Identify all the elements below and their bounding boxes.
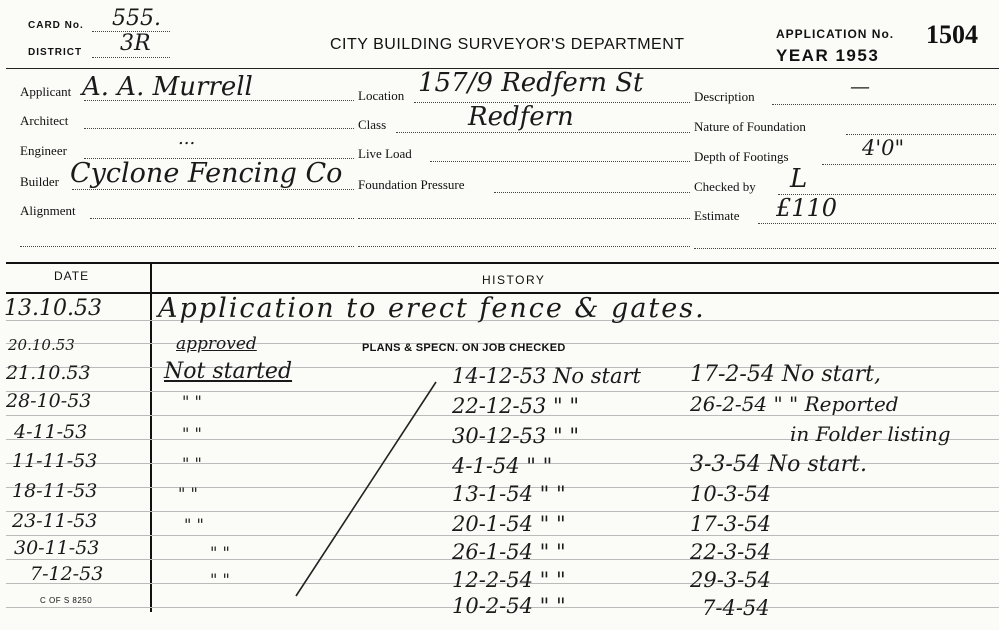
history-entry: Not started: [164, 359, 293, 384]
history-entry: 4-1-54 " ": [452, 454, 553, 478]
class-value: Redfern: [468, 102, 574, 132]
history-entry: 22-12-53 " ": [452, 394, 580, 418]
history-header: HISTORY: [482, 273, 546, 287]
department-title: CITY BUILDING SURVEYOR'S DEPARTMENT: [330, 36, 685, 53]
description-value: —: [850, 74, 870, 98]
history-entry: 12-2-54 " ": [452, 568, 566, 592]
card-no-value: 555.: [112, 6, 161, 31]
row-date: 20.10.53: [8, 336, 75, 354]
history-entry: 7-4-54: [702, 596, 770, 620]
row-date: 30-11-53: [14, 537, 100, 559]
district-label: DISTRICT: [28, 47, 83, 58]
card-form-number: C OF S 8250: [40, 596, 93, 605]
live-load-label: Live Load: [358, 146, 412, 161]
date-header: DATE: [54, 269, 90, 283]
history-entry: 26-1-54 " ": [452, 540, 566, 564]
row-date: 23-11-53: [12, 510, 98, 532]
row-date: 18-11-53: [12, 480, 98, 502]
history-entry: 22-3-54: [690, 540, 771, 564]
history-entry: " ": [210, 570, 230, 589]
history-entry: " ": [184, 515, 204, 534]
row-date: 7-12-53: [30, 563, 104, 585]
row-date: 13.10.53: [4, 296, 102, 321]
applicant-value: A. A. Murrell: [82, 72, 253, 102]
history-entry: 17-2-54 No start,: [690, 362, 881, 387]
row-date: 28-10-53: [6, 390, 92, 412]
application-label: APPLICATION No.: [776, 27, 895, 41]
history-entry: 20-1-54 " ": [452, 512, 566, 536]
year-label: YEAR 1953: [776, 46, 880, 65]
nature-of-foundation-label: Nature of Foundation: [694, 119, 806, 134]
history-entry: 17-3-54: [690, 512, 771, 536]
application-number: 1504: [926, 20, 978, 49]
checked-value: L: [790, 164, 808, 194]
estimate-value: £110: [776, 194, 838, 222]
checked-by-label: Checked by: [694, 179, 756, 194]
district-value: 3R: [120, 31, 151, 56]
history-entry: " ": [210, 543, 230, 562]
location-value: 157/9 Redfern St: [418, 68, 644, 98]
foundation-pressure-label: Foundation Pressure: [358, 177, 465, 192]
builder-value: Cyclone Fencing Co: [70, 158, 343, 189]
row-date: 21.10.53: [6, 362, 91, 384]
row-date: 11-11-53: [12, 450, 98, 472]
history-entry: " ": [182, 392, 202, 411]
engineer-mark: ...: [178, 128, 196, 149]
architect-label: Architect: [20, 113, 69, 128]
history-entry: 14-12-53 No start: [452, 364, 641, 388]
history-entry: 29-3-54: [690, 568, 771, 592]
estimate-label: Estimate: [694, 208, 740, 223]
builder-label: Builder: [20, 174, 59, 189]
applicant-label: Applicant: [20, 84, 72, 99]
alignment-label: Alignment: [20, 203, 76, 218]
history-entry: 26-2-54 " " Reported: [690, 392, 899, 416]
depth-value: 4'0": [862, 136, 905, 160]
history-entry: " ": [182, 454, 202, 473]
history-entry: 30-12-53 " ": [452, 424, 580, 448]
location-label: Location: [358, 88, 405, 103]
history-entry: in Folder listing: [790, 422, 951, 446]
history-entry: approved: [176, 334, 257, 354]
depth-of-footings-label: Depth of Footings: [694, 149, 789, 164]
history-entry: " ": [178, 484, 198, 503]
history-entry: " ": [182, 424, 202, 443]
description-label: Description: [694, 89, 755, 104]
history-entry: 13-1-54 " ": [452, 482, 566, 506]
history-entry: 10-3-54: [690, 482, 771, 506]
class-label: Class: [358, 117, 387, 132]
history-entry: 10-2-54 " ": [452, 594, 566, 618]
card-no-label: CARD No.: [28, 20, 84, 31]
plans-checked-stamp: PLANS & SPECN. ON JOB CHECKED: [362, 342, 566, 354]
history-entry: 3-3-54 No start.: [690, 452, 867, 477]
history-entry: Application to erect fence & gates.: [158, 293, 706, 324]
row-date: 4-11-53: [14, 421, 88, 443]
engineer-label: Engineer: [20, 143, 67, 158]
